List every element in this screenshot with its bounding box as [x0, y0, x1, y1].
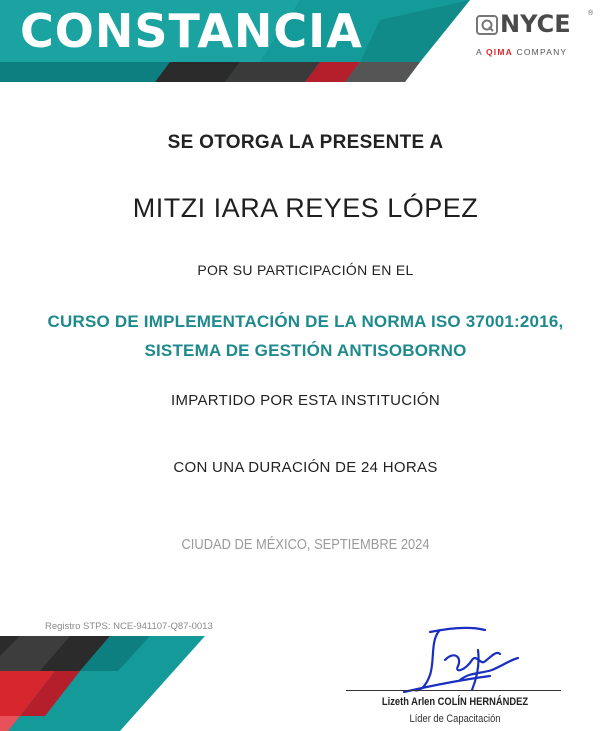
signer-name: Lizeth Arlen COLÍN HERNÁNDEZ: [381, 696, 529, 708]
logo-tagline-prefix: A: [476, 47, 486, 57]
taught-by-text: IMPARTIDO POR ESTA INSTITUCIÓN: [170, 392, 441, 409]
nyce-q-icon: [476, 15, 498, 35]
stps-registry: Registro STPS: NCE-941107-Q87-0013: [45, 621, 213, 632]
logo-name: NYCE: [500, 10, 571, 38]
nyce-logo: [472, 10, 597, 62]
course-title-line-2: SISTEMA DE GESTIÓN ANTISOBORNO: [144, 341, 467, 360]
duration-text: CON UNA DURACIÓN DE 24 HORAS: [173, 459, 438, 476]
registered-mark: ®: [588, 10, 594, 17]
signature-line: [346, 690, 561, 691]
recipient-name: MITZI IARA REYES LÓPEZ: [132, 193, 479, 223]
participation-text: POR SU PARTICIPACIÓN EN EL: [197, 262, 414, 278]
logo-tagline-brand: QIMA: [485, 47, 513, 57]
signature-block: [340, 620, 570, 731]
logo-tagline-suffix: COMPANY: [512, 47, 568, 57]
place-date: CIUDAD DE MÉXICO, SEPTIEMBRE 2024: [181, 536, 430, 553]
header-banner: [0, 0, 470, 82]
signer-role: Líder de Capacitación: [409, 713, 501, 725]
course-title-line-1: CURSO DE IMPLEMENTACIÓN DE LA NORMA ISO 37001:2016,: [47, 312, 564, 331]
corner-decoration: [0, 636, 210, 731]
logo-tagline: [476, 47, 567, 57]
award-heading: SE OTORGA LA PRESENTE A: [167, 132, 444, 153]
certificate-title: CONSTANCIA: [20, 4, 363, 58]
